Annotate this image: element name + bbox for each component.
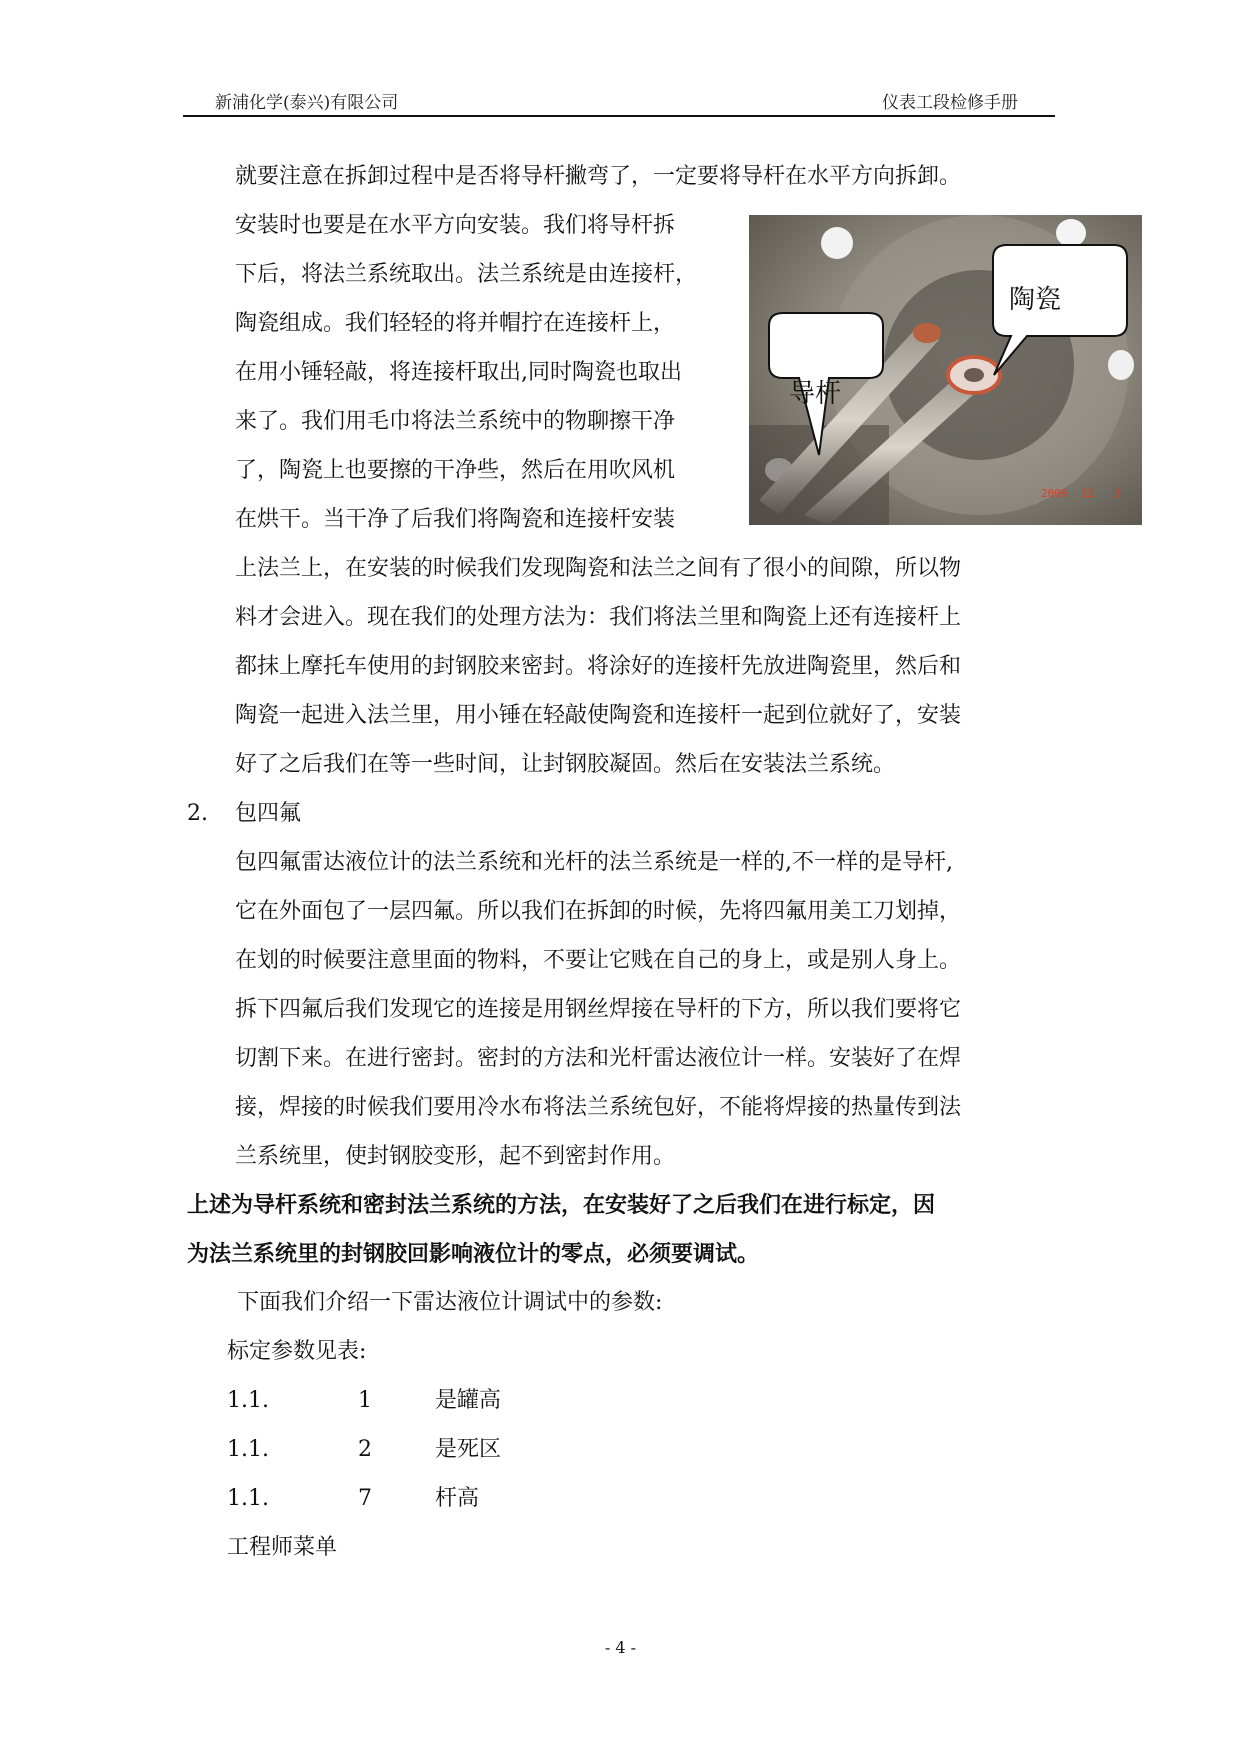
flange-illustration bbox=[749, 215, 1142, 525]
param-code: 1.1. bbox=[227, 1437, 269, 1462]
flange-photo bbox=[749, 215, 1142, 525]
body-line: 它在外面包了一层四氟。所以我们在拆卸的时候，先将四氟用美工刀划掉， bbox=[235, 899, 962, 924]
param-code: 1.1. bbox=[227, 1388, 269, 1413]
header-company: 新浦化学(泰兴)有限公司 bbox=[215, 93, 399, 113]
callout-rod-label: 导杆 bbox=[789, 379, 842, 409]
callout-ceramic-label: 陶瓷 bbox=[1009, 285, 1062, 315]
parameters-intro: 下面我们介绍一下雷达液位计调试中的参数: bbox=[237, 1290, 663, 1315]
body-line: 兰系统里，使封钢胶变形，起不到密封作用。 bbox=[235, 1144, 676, 1169]
body-line: 切割下来。在进行密封。密封的方法和光杆雷达液位计一样。安装好了在焊 bbox=[235, 1046, 962, 1071]
engineer-menu-heading: 工程师菜单 bbox=[227, 1535, 338, 1560]
param-number: 7 bbox=[358, 1486, 372, 1511]
body-line: 接，焊接的时候我们要用冷水布将法兰系统包好，不能将焊接的热量传到法 bbox=[235, 1095, 962, 1120]
body-line: 就要注意在拆卸过程中是否将导杆撇弯了，一定要将导杆在水平方向拆卸。 bbox=[235, 164, 962, 189]
param-number: 2 bbox=[358, 1437, 372, 1462]
body-line: 在烘干。当干净了后我们将陶瓷和连接杆安装 bbox=[235, 507, 676, 532]
body-line: 包四氟雷达液位计的法兰系统和光杆的法兰系统是一样的,不一样的是导杆, bbox=[235, 850, 953, 875]
body-line: 陶瓷组成。我们轻轻的将并帽拧在连接杆上， bbox=[235, 311, 676, 336]
body-line: 都抹上摩托车使用的封钢胶来密封。将涂好的连接杆先放进陶瓷里，然后和 bbox=[235, 654, 962, 679]
body-line: 下后，将法兰系统取出。法兰系统是由连接杆， bbox=[235, 262, 698, 287]
body-line: 拆下四氟后我们发现它的连接是用钢丝焊接在导杆的下方，所以我们要将它 bbox=[235, 997, 962, 1022]
param-description: 杆高 bbox=[435, 1486, 480, 1511]
page-number: - 4 - bbox=[604, 1638, 637, 1657]
param-description: 是罐高 bbox=[435, 1388, 502, 1413]
body-line: 了，陶瓷上也要擦的干净些，然后在用吹风机 bbox=[235, 458, 676, 483]
body-line: 好了之后我们在等一些时间，让封钢胶凝固。然后在安装法兰系统。 bbox=[235, 752, 896, 777]
body-line: 在划的时候要注意里面的物料，不要让它贱在自己的身上，或是别人身上。 bbox=[235, 948, 962, 973]
param-description: 是死区 bbox=[435, 1437, 502, 1462]
bold-note-line: 上述为导杆系统和密封法兰系统的方法，在安装好了之后我们在进行标定，因 bbox=[187, 1192, 936, 1218]
section-title: 包四氟 bbox=[235, 801, 302, 826]
body-line: 来了。我们用毛巾将法兰系统中的物聊擦干净 bbox=[235, 409, 676, 434]
body-line: 料才会进入。现在我们的处理方法为：我们将法兰里和陶瓷上还有连接杆上 bbox=[235, 605, 962, 630]
photo-date-stamp: 2006 12 3 bbox=[1041, 487, 1121, 500]
header-rule bbox=[183, 115, 1055, 117]
param-code: 1.1. bbox=[227, 1486, 269, 1511]
table-title: 标定参数见表: bbox=[227, 1339, 367, 1364]
body-line: 上法兰上，在安装的时候我们发现陶瓷和法兰之间有了很小的间隙，所以物 bbox=[235, 556, 962, 581]
section-number: 2. bbox=[187, 801, 208, 826]
body-line: 陶瓷一起进入法兰里，用小锤在轻敲使陶瓷和连接杆一起到位就好了，安装 bbox=[235, 703, 962, 728]
header-manual-title: 仪表工段检修手册 bbox=[882, 93, 1018, 113]
bold-note-line: 为法兰系统里的封钢胶回影响液位计的零点，必须要调试。 bbox=[187, 1241, 760, 1267]
param-number: 1 bbox=[358, 1388, 372, 1413]
body-line: 在用小锤轻敲，将连接杆取出,同时陶瓷也取出 bbox=[235, 360, 682, 385]
body-line: 安装时也要是在水平方向安装。我们将导杆拆 bbox=[235, 213, 676, 238]
